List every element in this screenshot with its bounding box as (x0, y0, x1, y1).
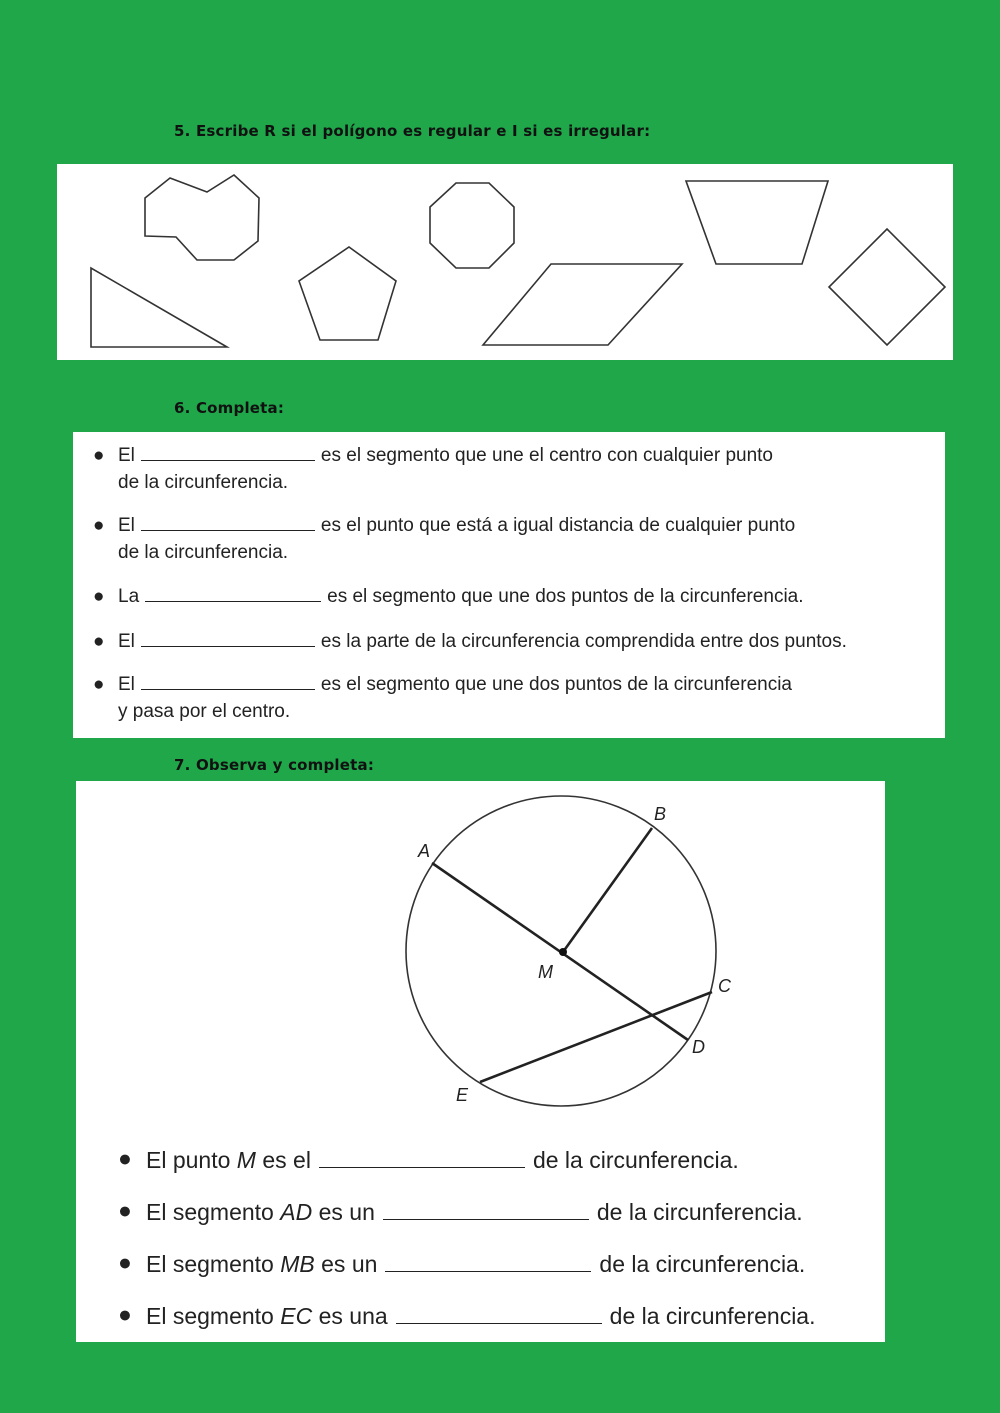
bullet: ● (93, 674, 105, 695)
item-text-continuation: de la circunferencia. (118, 472, 289, 493)
polygons-panel (57, 164, 953, 360)
item-prefix: El (118, 445, 135, 466)
answer-blank-mb[interactable] (385, 1249, 591, 1272)
item-text: es la parte de la circunferencia comprendida entre dos puntos. (320, 631, 847, 652)
radius-mb (563, 828, 652, 952)
item-prefix: El (118, 674, 135, 695)
point-label-d: D (692, 1037, 705, 1057)
chord-ec (480, 992, 712, 1082)
item-variable: MB (280, 1251, 315, 1277)
item-text: El segmento (146, 1303, 281, 1329)
answer-blank-cuerda[interactable] (145, 583, 321, 602)
item-prefix: El (118, 631, 135, 652)
item-text: es el segmento que une el centro con cualquier punto (320, 445, 773, 466)
item-text: de la circunferencia. (596, 1199, 803, 1225)
item-text-continuation: de la circunferencia. (118, 542, 289, 563)
rhombus-shape (483, 264, 682, 345)
exercise-5-heading: 5. Escribe R si el polígono es regular e I si es irregular: (174, 122, 651, 140)
bullet: ● (118, 1145, 132, 1171)
regular-pentagon-shape (299, 247, 396, 340)
item-prefix: La (118, 586, 140, 607)
regular-octagon-shape (430, 183, 514, 268)
bullet: ● (118, 1249, 132, 1275)
point-label-a: A (418, 841, 431, 861)
trapezoid-shape (686, 181, 828, 264)
answer-blank-m[interactable] (319, 1145, 525, 1168)
answer-blank-ad[interactable] (383, 1197, 589, 1220)
item-prefix: El (118, 515, 135, 536)
irregular-polygon-shape (145, 175, 259, 260)
answer-blank-diametro[interactable] (141, 671, 315, 690)
item-text-continuation: y pasa por el centro. (118, 701, 291, 722)
item-variable: AD (280, 1199, 313, 1225)
answer-blank-radio[interactable] (141, 442, 315, 461)
item-text: de la circunferencia. (532, 1147, 739, 1173)
item-text: es el segmento que une dos puntos de la circunferencia. (327, 586, 804, 607)
exercise-7-heading: 7. Observa y completa: (174, 756, 375, 774)
item-text: de la circunferencia. (609, 1303, 816, 1329)
completa-panel (73, 432, 945, 738)
bullet: ● (93, 445, 105, 466)
polygons-figure (57, 164, 953, 360)
square-shape (829, 229, 945, 345)
answer-blank-arco[interactable] (141, 628, 315, 647)
bullet: ● (93, 515, 105, 536)
item-variable: M (236, 1147, 256, 1173)
bullet: ● (118, 1301, 132, 1327)
item-text: es un (312, 1199, 375, 1225)
bullet: ● (93, 631, 105, 652)
item-text: es el segmento que une dos puntos de la circunferencia (320, 674, 792, 695)
item-text: El segmento (146, 1199, 281, 1225)
item-text: es el punto que está a igual distancia de cualquier punto (320, 515, 796, 536)
answer-blank-ec[interactable] (396, 1301, 602, 1324)
item-text: El punto (146, 1147, 237, 1173)
answer-blank-centro[interactable] (141, 512, 315, 531)
point-label-b: B (654, 804, 667, 824)
circle-diagram (76, 781, 885, 1121)
point-label-c: C (718, 976, 731, 996)
item-variable: EC (280, 1303, 313, 1329)
item-text: es un (314, 1251, 378, 1277)
item-text: de la circunferencia. (599, 1251, 806, 1277)
item-text: El segmento (146, 1251, 281, 1277)
bullet: ● (93, 586, 105, 607)
center-point (559, 948, 567, 956)
bullet: ● (118, 1197, 132, 1223)
item-text: es el (255, 1147, 311, 1173)
exercise-6-heading: 6. Completa: (174, 399, 285, 417)
right-triangle-shape (91, 268, 227, 347)
point-label-m: M (538, 962, 553, 982)
item-text: es una (312, 1303, 388, 1329)
observa-panel (76, 781, 885, 1342)
point-label-e: E (456, 1085, 469, 1105)
